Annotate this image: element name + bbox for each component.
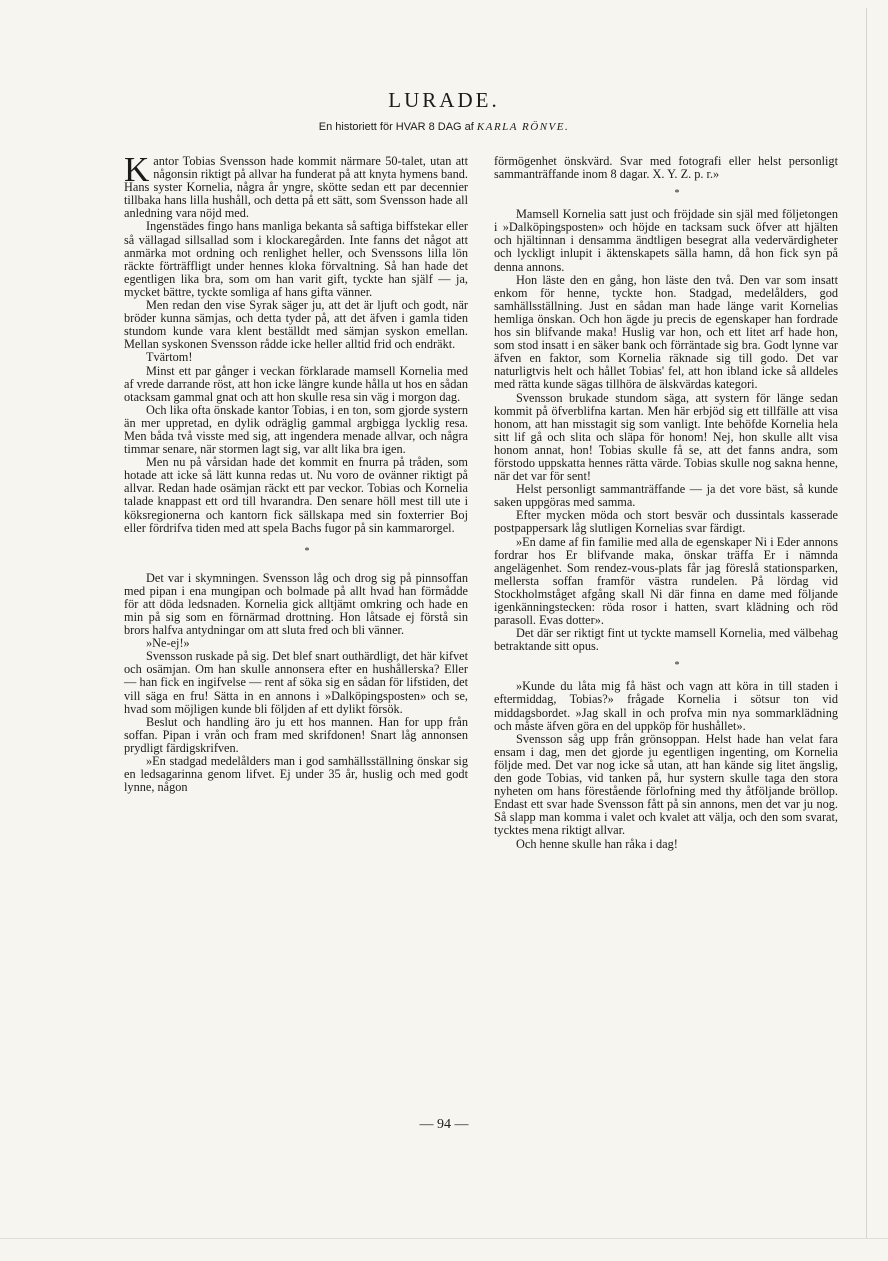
paragraph: »En dame af fin familie med alla de egenskaper Ni i Eder annons fordrar hos Er blifvande maka, önskar träffa Er i nämnda angelägenhet. Som rendez-vous-plats får jag föreslå stationsparken, mellersta soffan framför västra rundelen. På lördag vid Stockholmståget afgång skall Ni där finna en dame med följande igenkänningstecken: röda rosor i hatten, svart klädning och röd parasoll. Evas dotter».	[494, 534, 838, 628]
story-title: LURADE.	[388, 88, 500, 112]
author-name: KARLA RÖNVE.	[476, 121, 570, 133]
left-column	[124, 150, 468, 795]
paragraph: Det var i skymningen. Svensson låg och drog sig på pinnsoffan med pipan i ena mungipan och bolmade på allt hvad han förmådde för att döda ledsnaden. Kornelia gick alltjämt omkring och hade en min på sig som en förnärmad drottning. Hon låtsade ej förstå sin brors halfva antydningar om att sluta fred och bli vänner.	[124, 570, 468, 638]
paragraph: Svensson brukade stundom säga, att systern för länge sedan kommit på öfverblifna kartan. Men här erbjöd sig ett tillfälle att visa honom, att han misstagit sig som vanligt. Inte behöfde Kornelia hela sitt lif gå och slita och släpa för honom! Nej, hon skulle allt visa honom annat, hon! Tobias skulle få se, att det fanns andra, som förstodo uppskatta hennes rätta värde. Tobias skulle nog sakna henne, när det var för sent!	[494, 390, 838, 484]
paragraph: »Ne-ej!»	[146, 636, 190, 651]
paragraph: Ingenstädes fingo hans manliga bekanta så saftiga biffstekar eller så vällagad sillsallad som i klockaregården. Inte fanns det något att anmärka mot ordning och renlighet heller, och Svenssons lilla lön räckte förträffligt under hennes kloka förvaltning. Så han hade det egentligen lika bra, som om han varit gift, tyckte han själf — ja, mycket bättre, tyckte somliga af hans gifta vänner.	[124, 219, 468, 299]
paragraph: Hon läste den en gång, hon läste den två. Den var som insatt enkom för henne, tyckte hon. Stadgad, medelålders, god samhällsställning. Just en sådan man hade länge varit Kornelias hemliga önskan. Och hon ägde ju precis de egenskaper han fordrade hos sin blifvande maka! Huslig var hon, och ett litet arf hade hon, som stod insatt i en säker bank och förräntade sig bra. Godt lynne var äfven en faktor, som Kornelia räknade sig till godo. Det var naturligtvis helt och hållet Tobias' fel, att hon ibland icke så alldeles med rätta kunde sägas tillhöra de älskvärdas kategori.	[494, 272, 838, 392]
section-separator: *	[304, 545, 310, 557]
paragraph: Det där ser riktigt fint ut tyckte mamsell Kornelia, med välbehag betraktande sitt opus.	[494, 626, 838, 654]
paragraph	[124, 150, 468, 221]
section-separator: *	[674, 660, 680, 672]
paragraph: Men redan den vise Syrak säger ju, att det är ljuft och godt, när bröder kunna sämjas, och detta tyder på, att det äfven i gamla tiden stundom kunde vara klent beställdt med sämjan syskon emellan. Mellan syskonen Svensson rådde icke heller alltid frid och endräkt.	[124, 298, 468, 352]
paragraph: »Kunde du låta mig få häst och vagn att köra in till staden i eftermiddag, Tobias?» frågade Kornelia i sötsur ton vid middagsbordet. »Jag skall in och profva min nya sommarklädning och måste äfven göra en del uppköp för hushållet».	[494, 679, 838, 733]
page-edge-line	[866, 8, 867, 1238]
page-number: — 94 —	[419, 1117, 469, 1132]
section-separator: *	[674, 188, 680, 200]
story-subtitle	[0, 121, 888, 133]
paragraph: förmögenhet önskvärd. Svar med fotografi eller helst personligt sammanträffande inom 8 dagar. X. Y. Z. p. r.»	[494, 154, 838, 182]
paragraph: Svensson ruskade på sig. Det blef snart outhärdligt, det här kifvet och osämjan. Om han skulle annonsera efter en hushållerska? Eller — han fick en ingifvelse — rent af söka sig en sådan för lifstiden, det vill säga en fru! Sätta in en annons i »Dalköpingsposten» och se, hvad som möjligen kunde bli följden af ett dylikt försök.	[124, 649, 468, 716]
paragraph: Och henne skulle han råka i dag!	[516, 836, 678, 851]
paragraph: Helst personligt sammanträffande — ja det vore bäst, så kunde saken uppgöras med samma.	[494, 482, 838, 510]
paragraph: Tvärtom!	[146, 350, 193, 365]
paragraph: Mamsell Kornelia satt just och fröjdade sin själ med följetongen i »Dalköpingsposten» och höjde en tacksam suck öfver att hjälten och hjältinnan i densamma ändtligen besegrat alla vedervärdigheter och lyckligt inlupit i äktenskapets sälla hamn, då hon fick syn på denna annons.	[494, 207, 838, 274]
right-column	[494, 155, 838, 851]
paragraph: Beslut och handling äro ju ett hos mannen. Han for upp från soffan. Pipan i vrån och fram med skrifdonen! Snart låg annonsen prydligt färdigskrifven.	[124, 714, 468, 755]
page-bottom-line	[0, 1238, 888, 1239]
paragraph-text: antor Tobias Svensson hade kommit närmare 50-talet, utan att någonsin riktigt på allvar ha funderat på att knyta hymens band. Hans syster Kornelia, några år yngre, skötte sedan ett par decennier tillbaka hans lilla hushåll, och detta på ett sätt, som Svensson hade all anledning vara nöjd med.	[124, 154, 468, 221]
paragraph: Och lika ofta önskade kantor Tobias, i en ton, som gjorde systern än mer uppretad, en dylik odräglig gammal argbigga lycklig resa. Men båda två visste med sig, att ingendera menade allvar, och några timmar senare, när stormen lagt sig, var allt lika bra igen.	[124, 402, 468, 457]
paragraph: Svensson såg upp från grönsoppan. Helst hade han velat fara ensam i dag, men det gjorde ju egentligen ingenting, om Kornelia följde med. Det var nog icke så utan, att han kände sig litet ängslig, den gode Tobias, vid tanken på, hur systern skulle taga den stora nyheten om hans förestående förlofning med thy åtföljande bröllop. Endast ett svar hade Svensson fått på sin annons, men det var ju nog. Så slapp man komma i valet och kvalet att välja, och den som svarat, tycktes mena riktigt allvar.	[494, 731, 838, 838]
paragraph: »En stadgad medelålders man i god samhällsställning önskar sig en ledsagarinna genom lifvet. Ej under 35 år, huslig och med godt lynne, någon	[124, 754, 468, 795]
paragraph: Men nu på vårsidan hade det kommit en fnurra på tråden, som hotade att icke så lätt kunna redas ut. Nu voro de ovänner riktigt på allvar. Redan hade osämjan räckt ett par veckor. Tobias och Kornelia talade knappast ett ord till hvarandra. Den senare höll mest till ute i köksregionerna och kantorn fick sällskapa med sin foxterrier Boj eller fördrifva tiden med att spela Bachs fugor på sin kammarorgel.	[124, 455, 468, 535]
subtitle-prefix: En historiett för HVAR 8 DAG af	[318, 121, 474, 133]
paragraph: Minst ett par gånger i veckan förklarade mamsell Kornelia med af vrede darrande röst, att hon icke längre kunde hålla ut hos en sådan otacksam gammal gnat och att hon skulle resa sin väg i morgon dag.	[124, 363, 468, 404]
drop-cap: K	[124, 150, 150, 189]
paragraph: Efter mycken möda och stort besvär och dussintals kasserade postpappersark låg slutligen Kornelias svar färdigt.	[494, 508, 838, 536]
